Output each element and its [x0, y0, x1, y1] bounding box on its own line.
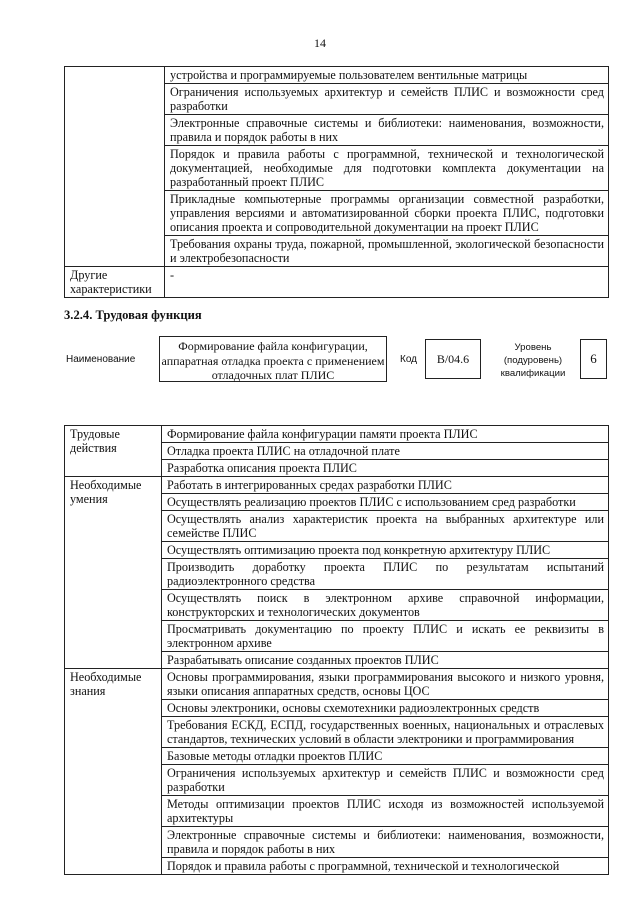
table-cell: Электронные справочные системы и библиотеки: наименования, возможности, правила и порядок работы в них — [165, 115, 609, 146]
table-cell: Просматривать документацию по проекту ПЛИС и искать ее реквизиты в электронном архиве — [162, 621, 609, 652]
code-box: B/04.6 — [425, 339, 481, 379]
table-cell: Методы оптимизации проектов ПЛИС исходя из возможностей используемой архитектуры — [162, 796, 609, 827]
table-cell: Осуществлять оптимизацию проекта под конкретную архитектуру ПЛИС — [162, 542, 609, 559]
table-cell: Требования ЕСКД, ЕСПД, государственных военных, национальных и отраслевых стандартов, технических условий в области электроники и программирования — [162, 717, 609, 748]
table-cell: Порядок и правила работы с программной, технической и технологической — [162, 858, 609, 875]
table-cell: Производить доработку проекта ПЛИС по результатам испытаний радиоэлектронного средства — [162, 559, 609, 590]
table-cell: Ограничения используемых архитектур и семейств ПЛИС и возможности сред разработки — [162, 765, 609, 796]
table-cell: Разрабатывать описание созданных проектов ПЛИС — [162, 652, 609, 669]
table-cell: Осуществлять реализацию проектов ПЛИС с использованием сред разработки — [162, 494, 609, 511]
function-name-box: Формирование файла конфигурации, аппаратная отладка проекта с применением отладочных плат ПЛИС — [159, 336, 387, 382]
function-table — [64, 425, 609, 875]
table-row — [65, 669, 609, 700]
qualification-level-label: Уровень (подуровень) квалификации — [500, 342, 566, 379]
table-cell: Прикладные компьютерные программы организации совместной разработки, управления версиями и автоматизированной сборки проекта ПЛИС, подготовки описания проекта и сопроводительной документации на проект ПЛИС — [165, 191, 609, 236]
qualification-level-box: 6 — [580, 339, 607, 379]
table-cell: Осуществлять поиск в электронном архиве справочной информации, конструкторских и технологических документов — [162, 590, 609, 621]
table-cell: Разработка описания проекта ПЛИС — [162, 460, 609, 477]
table-cell: Отладка проекта ПЛИС на отладочной плате — [162, 443, 609, 460]
table-cell: Электронные справочные системы и библиотеки: наименования, возможности, правила и порядок работы в них — [162, 827, 609, 858]
section-title: 3.2.4. Трудовая функция — [64, 308, 202, 322]
table-row — [65, 67, 609, 84]
table-cell: Ограничения используемых архитектур и семейств ПЛИС и возможности сред разработки — [165, 84, 609, 115]
table-cell: - — [165, 267, 609, 298]
table-cell: Основы программирования, языки программирования высокого и низкого уровня, языки описания аппаратных средств, основы ЦОС — [162, 669, 609, 700]
table-cell: Базовые методы отладки проектов ПЛИС — [162, 748, 609, 765]
table-cell: устройства и программируемые пользователем вентильные матрицы — [165, 67, 609, 84]
table-cell-label — [65, 67, 165, 267]
page-number: 14 — [314, 36, 326, 50]
table-cell: Основы электроники, основы схемотехники радиоэлектронных средств — [162, 700, 609, 717]
top-table — [64, 66, 609, 298]
group-label-skills: Необходимые умения — [65, 477, 162, 669]
table-cell: Осуществлять анализ характеристик проекта на выбранных архитектуре или семействе ПЛИС — [162, 511, 609, 542]
table-cell: Порядок и правила работы с программной, технической и технологической документацией, необходимые для подготовки комплекта документации на разработанный проект ПЛИС — [165, 146, 609, 191]
group-label-actions: Трудовые действия — [65, 426, 162, 477]
table-cell: Формирование файла конфигурации памяти проекта ПЛИС — [162, 426, 609, 443]
table-cell-label: Другие характеристики — [65, 267, 165, 298]
table-row — [65, 426, 609, 443]
table-cell: Работать в интегрированных средах разработки ПЛИС — [162, 477, 609, 494]
table-row — [65, 477, 609, 494]
table-cell: Требования охраны труда, пожарной, промышленной, экологической безопасности и электробезопасности — [165, 236, 609, 267]
function-name-label: Наименование — [66, 354, 136, 365]
code-label: Код — [400, 354, 418, 365]
table-row — [65, 267, 609, 298]
group-label-knowledge: Необходимые знания — [65, 669, 162, 875]
